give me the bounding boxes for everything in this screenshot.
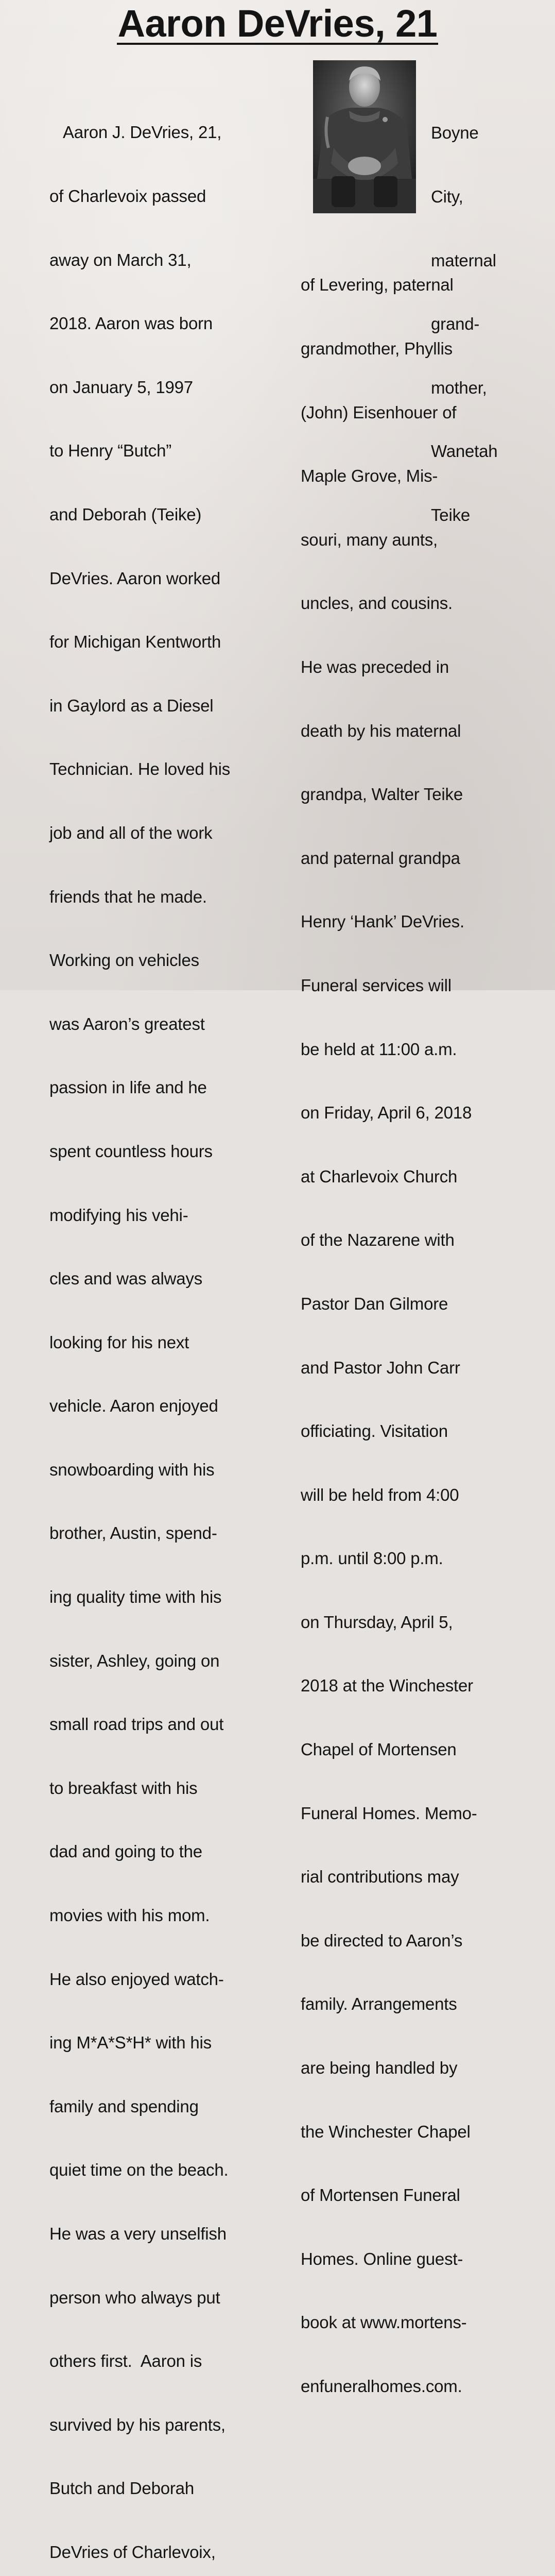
body-line: passion in life and he — [49, 1078, 207, 1097]
body-line: and Pastor John Carr — [301, 1358, 460, 1377]
body-line: person who always put — [49, 2287, 220, 2307]
body-line: was Aaron’s greatest — [49, 1014, 205, 1033]
body-line: Maple Grove, Mis- — [301, 466, 438, 486]
body-line: death by his maternal — [301, 721, 461, 740]
body-line: Working on vehicles — [49, 951, 199, 970]
body-line: of Levering, paternal — [301, 275, 454, 295]
body-line: of Mortensen Funeral — [301, 2185, 460, 2205]
body-line: Henry ‘Hank’ DeVries. — [301, 912, 464, 931]
body-line: of the Nazarene with — [301, 1230, 455, 1250]
body-line: vehicle. Aaron enjoyed — [49, 1396, 218, 1416]
body-line: modifying his vehi- — [49, 1205, 188, 1225]
portrait-photo — [313, 60, 416, 213]
body-line: and paternal grandpa — [301, 848, 460, 868]
body-line: Wanetah — [431, 442, 498, 461]
right-text-column — [301, 232, 477, 2439]
body-line: away on March 31, — [49, 250, 192, 269]
left-text-column — [49, 79, 230, 2576]
body-line: survived by his parents, — [49, 2415, 226, 2434]
body-line: quiet time on the beach. — [49, 2160, 229, 2180]
body-line: small road trips and out — [49, 1715, 224, 1734]
body-line: looking for his next — [49, 1332, 189, 1352]
body-line: family. Arrangements — [301, 1994, 457, 2014]
body-line: Pastor Dan Gilmore — [301, 1294, 448, 1313]
body-line: friends that he made. — [49, 887, 207, 906]
body-line: dad and going to the — [49, 1842, 202, 1861]
obituary-headline — [0, 3, 555, 45]
body-line: movies with his mom. — [49, 1906, 210, 1925]
body-line: enfuneralhomes.com. — [301, 2377, 462, 2396]
body-line: sister, Ashley, going on — [49, 1651, 220, 1670]
body-line: the Winchester Chapel — [301, 2122, 471, 2141]
body-line: officiating. Visitation — [301, 1421, 448, 1441]
body-line: Aaron J. DeVries, 21, — [63, 123, 222, 142]
body-line: in Gaylord as a Diesel — [49, 696, 214, 715]
body-line: grandpa, Walter Teike — [301, 785, 463, 804]
body-line: grand- — [431, 314, 480, 334]
body-line: and Deborah (Teike) — [49, 504, 202, 524]
body-line: 2018. Aaron was born — [49, 314, 213, 333]
body-line: book at www.mortens- — [301, 2313, 467, 2332]
body-line: be held at 11:00 a.m. — [301, 1039, 457, 1059]
body-line: on Friday, April 6, 2018 — [301, 1103, 472, 1123]
body-line: to breakfast with his — [49, 1778, 198, 1798]
body-line: souri, many aunts, — [301, 530, 438, 549]
body-line: for Michigan Kentworth — [49, 632, 221, 652]
body-line: Funeral services will — [301, 975, 452, 995]
body-line: Teike — [431, 505, 471, 524]
body-line: rial contributions may — [301, 1867, 459, 1887]
body-line: spent countless hours — [49, 1141, 213, 1161]
body-line: DeVries. Aaron worked — [49, 568, 221, 588]
body-line: DeVries of Charlevoix, — [49, 2542, 216, 2562]
body-line: others first. Aaron is — [49, 2351, 202, 2371]
body-line: ing M*A*S*H* with his — [49, 2033, 212, 2053]
body-line: Chapel of Mortensen — [301, 1740, 457, 1759]
body-line: ing quality time with his — [49, 1587, 222, 1607]
body-line: City, — [431, 187, 463, 206]
body-line: p.m. until 8:00 p.m. — [301, 1549, 443, 1568]
body-line: Boyne — [431, 123, 479, 143]
body-line: will be held from 4:00 — [301, 1485, 459, 1504]
body-line: job and all of the work — [49, 823, 213, 842]
body-line: Funeral Homes. Memo- — [301, 1803, 477, 1823]
body-line: be directed to Aaron’s — [301, 1930, 463, 1950]
body-line: grandmother, Phyllis — [301, 339, 453, 358]
body-line: are being handled by — [301, 2058, 458, 2078]
body-line: family and spending — [49, 2096, 199, 2116]
body-line: of Charlevoix passed — [49, 187, 206, 206]
body-line: brother, Austin, spend- — [49, 1523, 217, 1543]
body-line: 2018 at the Winchester — [301, 1676, 473, 1696]
body-line: Homes. Online guest- — [301, 2249, 463, 2268]
body-line: on January 5, 1997 — [49, 377, 193, 397]
body-line: at Charlevoix Church — [301, 1166, 458, 1186]
body-line: He was preceded in — [301, 657, 449, 676]
body-line: He was a very unselfish — [49, 2224, 227, 2243]
body-line: to Henry “Butch” — [49, 441, 172, 461]
body-line: maternal — [431, 250, 496, 270]
body-line: Butch and Deborah — [49, 2479, 194, 2498]
body-line: He also enjoyed watch- — [49, 1969, 224, 1989]
body-line: (John) Eisenhouer of — [301, 402, 457, 422]
body-line: cles and was always — [49, 1269, 203, 1289]
body-line: uncles, and cousins. — [301, 594, 453, 613]
body-line: snowboarding with his — [49, 1460, 215, 1479]
body-line: mother, — [431, 378, 487, 397]
headline-text: Aaron DeVries, 21 — [117, 2, 438, 45]
portrait-photo-icon — [313, 60, 416, 213]
body-line: Technician. He loved his — [49, 759, 231, 779]
body-line: on Thursday, April 5, — [301, 1612, 453, 1632]
